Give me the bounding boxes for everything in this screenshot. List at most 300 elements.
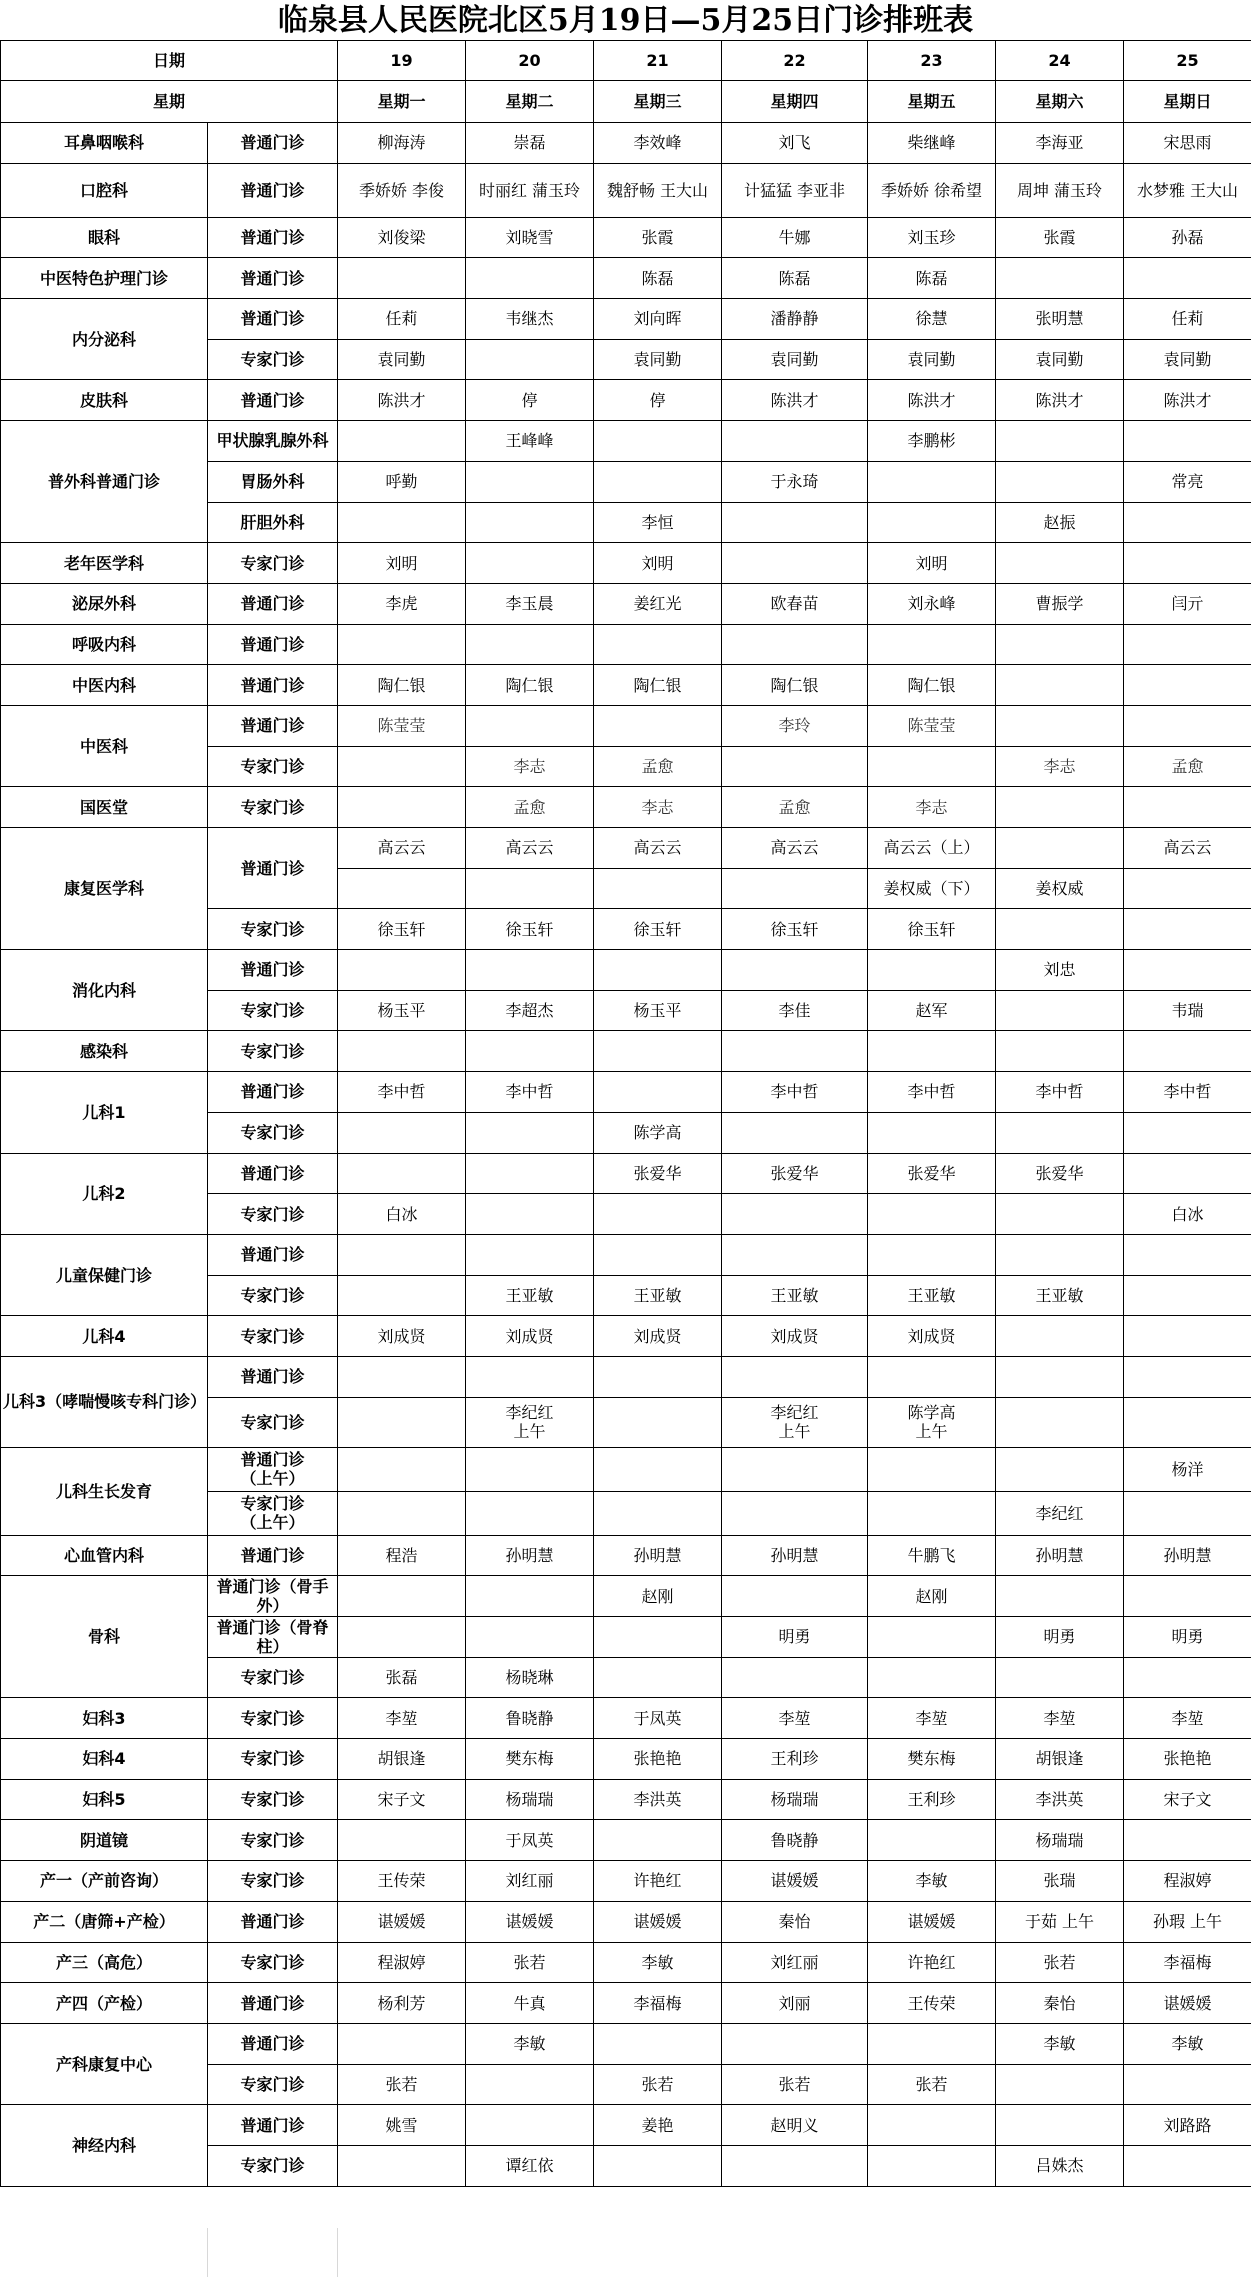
doctor-cell: 李中哲: [868, 1072, 996, 1113]
doctor-cell: [1124, 624, 1251, 665]
doctor-cell: 白冰: [338, 1194, 466, 1235]
weekday-cell: 星期三: [594, 81, 722, 123]
doctor-cell: 张若: [996, 1942, 1124, 1983]
doctor-cell: [868, 502, 996, 543]
doctor-cell: 张若: [868, 2064, 996, 2105]
table-row: [1, 787, 1251, 828]
doctor-cell: 陈洪才: [1124, 380, 1251, 421]
doctor-cell: 张艳艳: [594, 1739, 722, 1780]
doctor-cell: 许艳红: [594, 1861, 722, 1902]
doctor-cell: 李中哲: [338, 1072, 466, 1113]
doctor-cell: 许艳红: [868, 1942, 996, 1983]
doctor-cell: [338, 1112, 466, 1153]
doctor-cell: [594, 1031, 722, 1072]
doctor-cell: [996, 421, 1124, 462]
doctor-cell: 张艳艳: [1124, 1739, 1251, 1780]
doctor-cell: 杨洋: [1124, 1447, 1251, 1491]
dept-cell: 国医堂: [1, 787, 208, 828]
doctor-cell: 李鹏彬: [868, 421, 996, 462]
doctor-cell: 李中哲: [722, 1072, 868, 1113]
doctor-cell: 徐玉轩: [868, 909, 996, 950]
doctor-cell: 李敏: [466, 2023, 594, 2064]
doctor-cell: 李堃: [1124, 1698, 1251, 1739]
clinic-type-cell: 专家门诊: [208, 2064, 338, 2105]
doctor-cell: [338, 1617, 466, 1658]
doctor-cell: [466, 1356, 594, 1397]
doctor-cell: 孙磊: [1124, 217, 1251, 258]
doctor-cell: 孟愈: [722, 787, 868, 828]
doctor-cell: [338, 950, 466, 991]
doctor-cell: 刘飞: [722, 123, 868, 164]
dept-cell: 泌尿外科: [1, 583, 208, 624]
doctor-cell: 李玉晨: [466, 583, 594, 624]
doctor-cell: [338, 787, 466, 828]
doctor-cell: 刘明: [338, 543, 466, 584]
doctor-cell: [466, 1617, 594, 1658]
clinic-type-cell: 专家门诊: [208, 909, 338, 950]
doctor-cell: 陈学高 上午: [868, 1397, 996, 1447]
table-row: [1, 583, 1251, 624]
dept-cell: 儿童保健门诊: [1, 1234, 208, 1315]
dept-cell: 产三（高危）: [1, 1942, 208, 1983]
doctor-cell: 计猛猛 李亚非: [722, 163, 868, 217]
table-row: [1, 1820, 1251, 1861]
doctor-cell: [1124, 1397, 1251, 1447]
doctor-cell: [996, 1356, 1124, 1397]
doctor-cell: 李堃: [996, 1698, 1124, 1739]
doctor-cell: [868, 1820, 996, 1861]
clinic-type-cell: 专家门诊: [208, 1779, 338, 1820]
doctor-cell: 张若: [722, 2064, 868, 2105]
doctor-cell: [338, 2145, 466, 2186]
table-row: [1, 299, 1251, 340]
doctor-cell: 李中哲: [466, 1072, 594, 1113]
dept-cell: 阴道镜: [1, 1820, 208, 1861]
doctor-cell: [722, 1234, 868, 1275]
doctor-cell: [1124, 1316, 1251, 1357]
doctor-cell: 李敏: [868, 1861, 996, 1902]
doctor-cell: 呼勤: [338, 461, 466, 502]
doctor-cell: 陈莹莹: [868, 705, 996, 746]
doctor-cell: [594, 461, 722, 502]
doctor-cell: [722, 746, 868, 787]
table-row: [1, 380, 1251, 421]
doctor-cell: [594, 1447, 722, 1491]
clinic-type-cell: 普通门诊: [208, 217, 338, 258]
date-cell: 21: [594, 41, 722, 81]
doctor-cell: [594, 1491, 722, 1535]
weekday-cell: 星期一: [338, 81, 466, 123]
dept-cell: 儿科2: [1, 1153, 208, 1234]
doctor-cell: [594, 1072, 722, 1113]
clinic-type-cell: 专家门诊: [208, 1112, 338, 1153]
doctor-cell: 于凤英: [466, 1820, 594, 1861]
doctor-cell: [338, 1447, 466, 1491]
doctor-cell: [996, 1316, 1124, 1357]
clinic-type-cell: 专家门诊: [208, 339, 338, 380]
doctor-cell: 李超杰: [466, 990, 594, 1031]
schedule-table: [0, 40, 1251, 2187]
doctor-cell: [722, 624, 868, 665]
doctor-cell: 刘成贤: [722, 1316, 868, 1357]
doctor-cell: 刘玉珍: [868, 217, 996, 258]
clinic-type-cell: 普通门诊（骨脊柱）: [208, 1617, 338, 1658]
doctor-cell: [1124, 1576, 1251, 1617]
doctor-cell: 孙瑕 上午: [1124, 1901, 1251, 1942]
doctor-cell: 谌媛媛: [868, 1901, 996, 1942]
doctor-cell: [996, 1194, 1124, 1235]
table-row: [1, 1072, 1251, 1113]
doctor-cell: 鲁晓静: [722, 1820, 868, 1861]
clinic-type-cell: 普通门诊: [208, 163, 338, 217]
doctor-cell: [594, 1234, 722, 1275]
doctor-cell: 谌媛媛: [594, 1901, 722, 1942]
clinic-type-cell: 专家门诊: [208, 2145, 338, 2186]
doctor-cell: 徐慧: [868, 299, 996, 340]
doctor-cell: 李志: [996, 746, 1124, 787]
doctor-cell: 徐玉轩: [594, 909, 722, 950]
clinic-type-cell: 普通门诊: [208, 665, 338, 706]
doctor-cell: 姚雪: [338, 2105, 466, 2146]
page-title: 临泉县人民医院北区5月19日—5月25日门诊排班表: [277, 3, 974, 38]
doctor-cell: 高云云: [466, 828, 594, 869]
doctor-cell: 徐玉轩: [338, 909, 466, 950]
doctor-cell: [722, 2023, 868, 2064]
clinic-type-cell: 普通门诊: [208, 583, 338, 624]
doctor-cell: [996, 1657, 1124, 1698]
doctor-cell: [996, 624, 1124, 665]
doctor-cell: 张霞: [996, 217, 1124, 258]
dept-cell: 产科康复中心: [1, 2023, 208, 2104]
doctor-cell: 李志: [594, 787, 722, 828]
doctor-cell: 孙明慧: [722, 1535, 868, 1576]
doctor-cell: [338, 2023, 466, 2064]
doctor-cell: 杨玉平: [338, 990, 466, 1031]
doctor-cell: 王传荣: [868, 1983, 996, 2024]
doctor-cell: 张若: [466, 1942, 594, 1983]
doctor-cell: 孟愈: [466, 787, 594, 828]
doctor-cell: [996, 1234, 1124, 1275]
doctor-cell: 王利珍: [722, 1739, 868, 1780]
doctor-cell: 赵振: [996, 502, 1124, 543]
doctor-cell: 陈洪才: [338, 380, 466, 421]
dept-cell: 神经内科: [1, 2105, 208, 2186]
dept-cell: 妇科3: [1, 1698, 208, 1739]
clinic-type-cell: 专家门诊: [208, 1275, 338, 1316]
doctor-cell: [594, 2145, 722, 2186]
doctor-cell: [466, 1234, 594, 1275]
clinic-type-cell: 普通门诊: [208, 1983, 338, 2024]
doctor-cell: [996, 2064, 1124, 2105]
clinic-type-cell: 普通门诊: [208, 2105, 338, 2146]
doctor-cell: 秦怡: [722, 1901, 868, 1942]
doctor-cell: [1124, 950, 1251, 991]
doctor-cell: 陶仁银: [338, 665, 466, 706]
dept-cell: 呼吸内科: [1, 624, 208, 665]
doctor-cell: [466, 1576, 594, 1617]
doctor-cell: 张磊: [338, 1657, 466, 1698]
doctor-cell: 李洪英: [996, 1779, 1124, 1820]
doctor-cell: 陈莹莹: [338, 705, 466, 746]
clinic-type-cell: 专家门诊: [208, 1194, 338, 1235]
clinic-type-cell: 专家门诊: [208, 1316, 338, 1357]
doctor-cell: [1124, 1491, 1251, 1535]
doctor-cell: 孙明慧: [594, 1535, 722, 1576]
doctor-cell: [868, 1491, 996, 1535]
weekday-row: [1, 81, 1251, 123]
doctor-cell: [996, 1576, 1124, 1617]
dept-cell: 感染科: [1, 1031, 208, 1072]
table-row: [1, 217, 1251, 258]
clinic-type-cell: 普通门诊: [208, 1234, 338, 1275]
doctor-cell: [466, 461, 594, 502]
blank-area: [0, 2228, 1251, 2277]
doctor-cell: 张明慧: [996, 299, 1124, 340]
doctor-cell: 吕姝杰: [996, 2145, 1124, 2186]
weekday-cell: 星期四: [722, 81, 868, 123]
doctor-cell: [722, 1657, 868, 1698]
table-row: [1, 828, 1251, 869]
doctor-cell: 赵刚: [594, 1576, 722, 1617]
doctor-cell: [1124, 868, 1251, 909]
doctor-cell: 于凤英: [594, 1698, 722, 1739]
doctor-cell: 李虎: [338, 583, 466, 624]
doctor-cell: [338, 624, 466, 665]
date-cell: 22: [722, 41, 868, 81]
doctor-cell: [722, 543, 868, 584]
doctor-cell: 李敏: [594, 1942, 722, 1983]
doctor-cell: [338, 1275, 466, 1316]
table-row: [1, 2023, 1251, 2064]
doctor-cell: 徐玉轩: [466, 909, 594, 950]
doctor-cell: 季娇娇 李俊: [338, 163, 466, 217]
dept-cell: 儿科1: [1, 1072, 208, 1153]
doctor-cell: [996, 2105, 1124, 2146]
table-row: [1, 1316, 1251, 1357]
table-row: [1, 2105, 1251, 2146]
doctor-cell: [996, 1112, 1124, 1153]
doctor-cell: [594, 705, 722, 746]
doctor-cell: [996, 990, 1124, 1031]
doctor-cell: 刘明: [868, 543, 996, 584]
clinic-type-cell: 专家门诊: [208, 1698, 338, 1739]
dept-cell: 骨科: [1, 1576, 208, 1698]
clinic-type-cell: 专家门诊: [208, 1820, 338, 1861]
doctor-cell: 常亮: [1124, 461, 1251, 502]
doctor-cell: 张霞: [594, 217, 722, 258]
doctor-cell: 孙明慧: [466, 1535, 594, 1576]
doctor-cell: 魏舒畅 王大山: [594, 163, 722, 217]
table-row: [1, 421, 1251, 462]
doctor-cell: [1124, 1820, 1251, 1861]
doctor-cell: [466, 705, 594, 746]
doctor-cell: 高云云: [1124, 828, 1251, 869]
dept-cell: 产四（产检）: [1, 1983, 208, 2024]
table-row: [1, 1447, 1251, 1491]
doctor-cell: 王峰峰: [466, 421, 594, 462]
doctor-cell: [722, 1576, 868, 1617]
doctor-cell: 徐玉轩: [722, 909, 868, 950]
doctor-cell: 张爱华: [594, 1153, 722, 1194]
doctor-cell: 任莉: [338, 299, 466, 340]
doctor-cell: [594, 2023, 722, 2064]
dept-cell: 消化内科: [1, 950, 208, 1031]
doctor-cell: 牛真: [466, 1983, 594, 2024]
doctor-cell: 刘成贤: [466, 1316, 594, 1357]
table-row: [1, 1234, 1251, 1275]
doctor-cell: 李海亚: [996, 123, 1124, 164]
table-row: [1, 1779, 1251, 1820]
doctor-cell: 于茹 上午: [996, 1901, 1124, 1942]
doctor-cell: 刘晓雪: [466, 217, 594, 258]
doctor-cell: [338, 868, 466, 909]
doctor-cell: 赵明义: [722, 2105, 868, 2146]
doctor-cell: 陶仁银: [466, 665, 594, 706]
doctor-cell: 姜艳: [594, 2105, 722, 2146]
doctor-cell: 王亚敏: [594, 1275, 722, 1316]
table-row: [1, 123, 1251, 164]
doctor-cell: [466, 1447, 594, 1491]
clinic-type-cell: 专家门诊: [208, 1397, 338, 1447]
doctor-cell: 李堃: [868, 1698, 996, 1739]
table-row: [1, 1901, 1251, 1942]
doctor-cell: 杨瑞瑞: [722, 1779, 868, 1820]
doctor-cell: 胡银逢: [996, 1739, 1124, 1780]
date-cell: 25: [1124, 41, 1251, 81]
doctor-cell: 袁同勤: [594, 339, 722, 380]
doctor-cell: [1124, 705, 1251, 746]
doctor-cell: [594, 421, 722, 462]
doctor-cell: [996, 543, 1124, 584]
doctor-cell: [868, 2105, 996, 2146]
doctor-cell: 姜权威（下）: [868, 868, 996, 909]
doctor-cell: [996, 1031, 1124, 1072]
doctor-cell: [1124, 2064, 1251, 2105]
table-row: [1, 705, 1251, 746]
doctor-cell: 李堃: [338, 1698, 466, 1739]
doctor-cell: [338, 1234, 466, 1275]
doctor-cell: [868, 1657, 996, 1698]
schedule-body: [1, 41, 1251, 2187]
doctor-cell: 刘丽: [722, 1983, 868, 2024]
doctor-cell: 程淑婷: [1124, 1861, 1251, 1902]
doctor-cell: 明勇: [996, 1617, 1124, 1658]
doctor-cell: [594, 868, 722, 909]
date-cell: 19: [338, 41, 466, 81]
doctor-cell: [996, 1397, 1124, 1447]
doctor-cell: 李效峰: [594, 123, 722, 164]
doctor-cell: [466, 624, 594, 665]
doctor-cell: 姜红光: [594, 583, 722, 624]
doctor-cell: [594, 1657, 722, 1698]
doctor-cell: [1124, 421, 1251, 462]
dept-cell: 儿科生长发育: [1, 1447, 208, 1535]
doctor-cell: 张爱华: [868, 1153, 996, 1194]
doctor-cell: [338, 1491, 466, 1535]
doctor-cell: [868, 1031, 996, 1072]
doctor-cell: 赵刚: [868, 1576, 996, 1617]
dept-cell: 中医内科: [1, 665, 208, 706]
doctor-cell: [466, 543, 594, 584]
doctor-cell: [868, 1617, 996, 1658]
clinic-type-cell: 普通门诊: [208, 258, 338, 299]
doctor-cell: [996, 705, 1124, 746]
doctor-cell: 谌媛媛: [1124, 1983, 1251, 2024]
doctor-cell: 赵军: [868, 990, 996, 1031]
doctor-cell: 刘红丽: [466, 1861, 594, 1902]
clinic-type-cell: 普通门诊: [208, 1072, 338, 1113]
doctor-cell: 李洪英: [594, 1779, 722, 1820]
doctor-cell: 停: [594, 380, 722, 421]
doctor-cell: 刘明: [594, 543, 722, 584]
clinic-type-cell: 普通门诊: [208, 950, 338, 991]
doctor-cell: [868, 1356, 996, 1397]
doctor-cell: 白冰: [1124, 1194, 1251, 1235]
doctor-cell: 陈洪才: [868, 380, 996, 421]
doctor-cell: 刘永峰: [868, 583, 996, 624]
table-row: [1, 163, 1251, 217]
clinic-type-cell: 专家门诊: [208, 1861, 338, 1902]
dept-cell: 眼科: [1, 217, 208, 258]
doctor-cell: 李纪红 上午: [722, 1397, 868, 1447]
doctor-cell: 任莉: [1124, 299, 1251, 340]
doctor-cell: [722, 421, 868, 462]
doctor-cell: 杨瑞瑞: [996, 1820, 1124, 1861]
doctor-cell: 张若: [338, 2064, 466, 2105]
doctor-cell: 李福梅: [1124, 1942, 1251, 1983]
doctor-cell: 韦瑞: [1124, 990, 1251, 1031]
table-row: [1, 543, 1251, 584]
clinic-type-cell: 专家门诊: [208, 787, 338, 828]
doctor-cell: 王传荣: [338, 1861, 466, 1902]
doctor-cell: [868, 624, 996, 665]
clinic-type-cell: 专家门诊: [208, 1657, 338, 1698]
dept-cell: 产二（唐筛+产检）: [1, 1901, 208, 1942]
clinic-type-cell: 普通门诊: [208, 705, 338, 746]
doctor-cell: 高云云: [338, 828, 466, 869]
doctor-cell: 刘红丽: [722, 1942, 868, 1983]
date-label: 日期: [1, 41, 338, 81]
doctor-cell: [1124, 543, 1251, 584]
doctor-cell: 李纪红: [996, 1491, 1124, 1535]
doctor-cell: 程浩: [338, 1535, 466, 1576]
doctor-cell: [1124, 909, 1251, 950]
doctor-cell: 欧春苗: [722, 583, 868, 624]
doctor-cell: [868, 1112, 996, 1153]
doctor-cell: 李玲: [722, 705, 868, 746]
doctor-cell: [868, 1447, 996, 1491]
doctor-cell: 刘忠: [996, 950, 1124, 991]
doctor-cell: 孟愈: [1124, 746, 1251, 787]
doctor-cell: 李纪红 上午: [466, 1397, 594, 1447]
weekday-cell: 星期二: [466, 81, 594, 123]
doctor-cell: 李敏: [996, 2023, 1124, 2064]
clinic-type-cell: 专家门诊: [208, 1739, 338, 1780]
doctor-cell: 刘成贤: [868, 1316, 996, 1357]
doctor-cell: [594, 1617, 722, 1658]
weekday-cell: 星期六: [996, 81, 1124, 123]
doctor-cell: 闫亓: [1124, 583, 1251, 624]
dept-cell: 普外科普通门诊: [1, 421, 208, 543]
gridline: [207, 2228, 208, 2277]
doctor-cell: [338, 746, 466, 787]
clinic-type-cell: 普通门诊: [208, 299, 338, 340]
doctor-cell: 谌媛媛: [722, 1861, 868, 1902]
doctor-cell: 宋子文: [1124, 1779, 1251, 1820]
doctor-cell: [466, 258, 594, 299]
table-row: [1, 1698, 1251, 1739]
doctor-cell: [722, 1491, 868, 1535]
